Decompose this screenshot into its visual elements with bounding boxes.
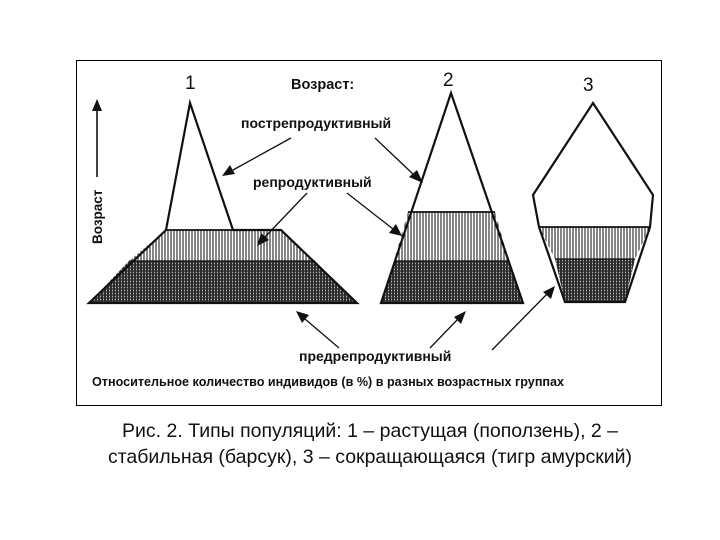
pyramid-3-prereproductive-band [555,259,635,302]
y-axis-arrowhead [92,99,102,111]
arrow-post-to-pyramid-2 [375,138,423,183]
pyramid-2-stable [381,93,523,303]
pyramid-number-1: 1 [185,73,196,94]
caption-line-2: стабильная (барсук), 3 – сокращающаяся (тигр амурский) [107,446,633,468]
pyramid-1-growing [89,103,357,303]
reproductive-label: репродуктивный [253,174,372,190]
arrow-pre-to-pyramid-1 [296,311,339,348]
pyramid-number-3: 3 [583,75,594,96]
figure-caption [80,418,660,470]
pyramid-number-2: 2 [443,70,454,91]
pyramid-2-postreproductive-band [408,93,495,212]
y-axis [90,99,105,244]
pyramid-3-reproductive-band [539,227,650,259]
age-header-label: Возраст: [291,77,355,93]
y-axis-label: Возраст [90,189,105,244]
pyramid-2-reproductive-band [394,212,509,261]
pyramid-3-postreproductive-band [533,103,653,227]
caption-line-1: Рис. 2. Типы популяций: 1 – растущая (поползень), 2 – [121,420,619,442]
arrow-post-to-pyramid-1 [222,138,291,176]
pyramid-1-prereproductive-band [89,261,357,303]
arrow-repro-to-pyramid-2 [347,193,402,236]
arrow-pre-to-pyramid-2 [430,311,466,348]
population-pyramids-diagram [77,61,663,407]
pyramid-1-postreproductive-band [166,103,233,230]
figure-frame [76,60,662,406]
pyramid-2-prereproductive-band [381,261,523,303]
x-axis-label: Относительное количество индивидов (в %) в разных возрастных группах [92,375,565,389]
pyramid-3-declining [533,103,653,302]
pre-reproductive-label: предрепродуктивный [299,348,452,364]
post-reproductive-label: пострепродуктивный [241,115,392,131]
